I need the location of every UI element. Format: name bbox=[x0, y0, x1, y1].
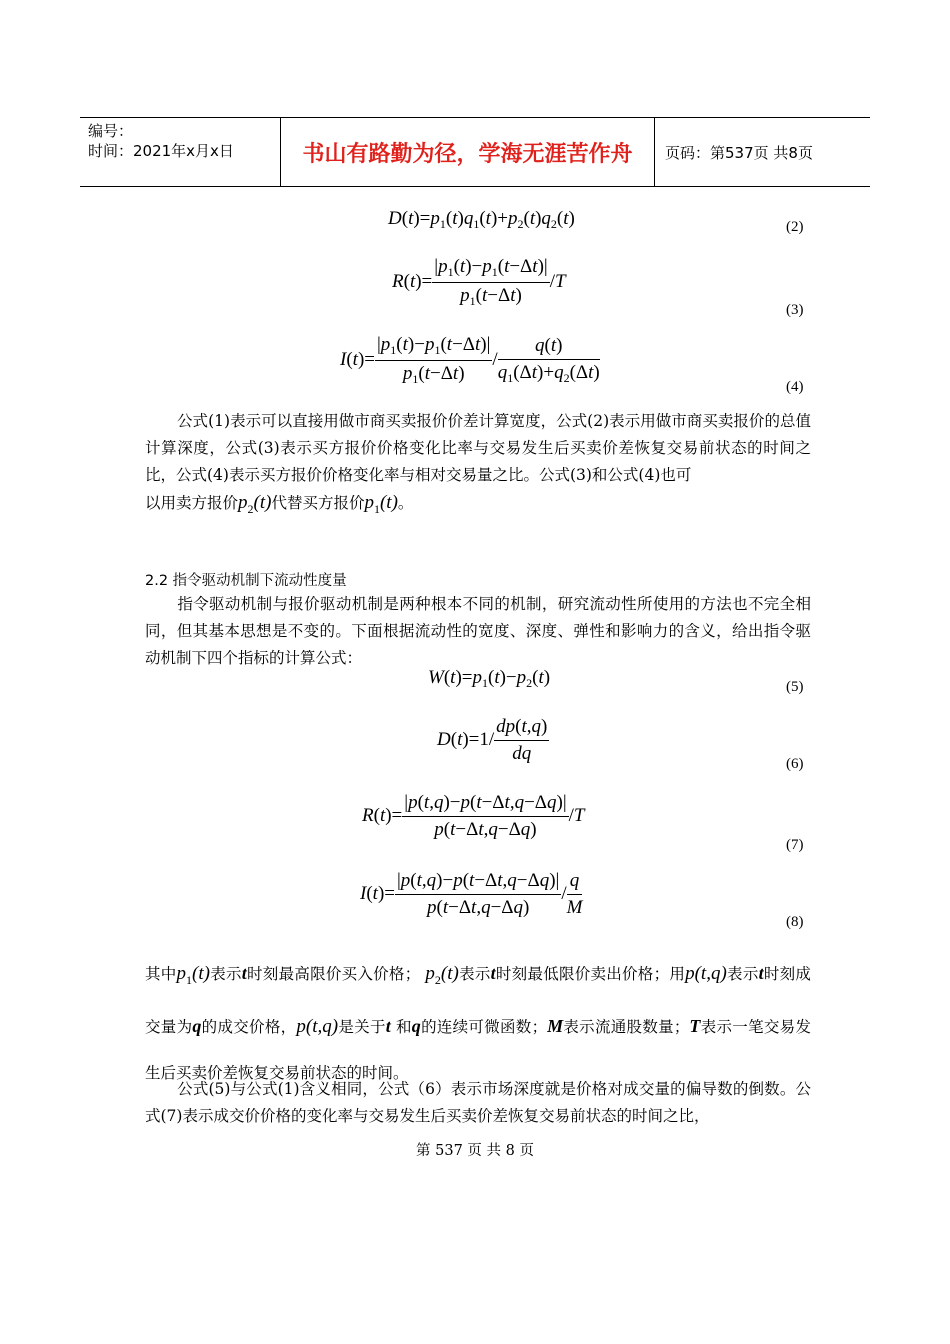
paragraph-2 bbox=[145, 591, 811, 672]
equation-5: $W(t)=p_1(t)-p_2(t)$ bbox=[428, 667, 551, 690]
equation-2: $D(t)=p_1(t)q_1(t)+p_2(t)q_2(t)$ bbox=[388, 208, 575, 231]
p3-j: 和 bbox=[395, 1017, 412, 1036]
equation-6: D(t)=1/ $\frac{dp(t,q)}{dq}$ bbox=[437, 716, 548, 764]
equation-5-number: (5) bbox=[786, 679, 804, 695]
equation-4-number: (4) bbox=[786, 379, 804, 395]
p3-c: 时刻最高限价买入价格； bbox=[246, 965, 421, 983]
paragraph-1-line-b: 代替买方报价 bbox=[271, 494, 365, 512]
header-motto: 书山有路勤为径，学海无涯苦作舟 bbox=[281, 118, 655, 186]
p3-l: 表示流通股数量； bbox=[563, 1017, 690, 1036]
p3-k: 的连续可微函数； bbox=[420, 1017, 548, 1036]
equation-8-number: (8) bbox=[786, 914, 804, 930]
p3-m: 表示一笔交易发生后买卖价差恢复交易前状态的时间。 bbox=[145, 1017, 811, 1082]
p3-g: 时刻成交量为 bbox=[145, 965, 811, 1036]
p3-i: 是关于 bbox=[338, 1017, 386, 1036]
paragraph-2-text: 指令驱动机制与报价驱动机制是两种根本不同的机制，研究流动性所使用的方法也不完全相同，但其基本思想是不变的。下面根据流动性的宽度、深度、弹性和影响力的含义，给出指令驱动机制下四个指标的计算公式： bbox=[145, 595, 811, 667]
equation-6-number: (6) bbox=[786, 756, 804, 772]
header-meta bbox=[80, 118, 281, 186]
p3-f: 表示 bbox=[726, 965, 759, 983]
paragraph-1: 公式(1)表示可以直接用做市商买卖报价价差计算宽度，公式(2)表示用做市商买卖报价的总值计算深度，公式(3)表示买方报价价格变化比率与交易发生后买卖价差恢复交易前状态的时间之比，公式(4)表示买方报价价格变化率与相对交易量之比。公式(3)和公式(4)也可 以用卖方报价$p_2(t)$代替买方报价$p_1(t)$。 bbox=[145, 412, 811, 516]
equation-8: I(t)= $\frac{|p(t,q)-p(t-\Delta t,q-\Delta q)|}{p(t-\Delta t,q-\Delta q)}$ / $\frac{q}{M}$ bbox=[360, 870, 583, 918]
page-footer: 第 537 页 共 8 页 bbox=[416, 1143, 534, 1159]
equation-2-number: (2) bbox=[786, 219, 804, 235]
paragraph-4 bbox=[145, 1076, 811, 1130]
paragraph-1-line-a: 以用卖方报价 bbox=[145, 494, 239, 512]
number-label: 编号： bbox=[88, 122, 134, 140]
equation-3: R(t)= $\frac{|p_1(t)-p_1(t-\Delta t)|}{p_1(t-\Delta t)}$ /T bbox=[392, 256, 566, 308]
equation-4: I(t)= $\frac{|p_1(t)-p_1(t-\Delta t)|}{p_1(t-\Delta t)}$ / $\frac{q(t)}{q_1(\Delta t)+q_2(\Delta t)}$ bbox=[340, 334, 600, 386]
p3-e: 时刻最低限价卖出价格；用 bbox=[495, 965, 686, 983]
p3-b: 表示 bbox=[209, 965, 242, 983]
equation-3-number: (3) bbox=[786, 302, 804, 318]
paragraph-4-text: 公式(5)与公式(1)含义相同，公式（6）表示市场深度就是价格对成交量的偏导数的倒数。公式(7)表示成交价价格的变化率与交易发生后买卖价差恢复交易前状态的时间之比， bbox=[145, 1080, 811, 1125]
paragraph-1-text: 公式(1)表示可以直接用做市商买卖报价价差计算宽度，公式(2)表示用做市商买卖报价的总值计算深度，公式(3)表示买方报价价格变化比率与交易发生后买卖价差恢复交易前状态的时间之比，公式(4)表示买方报价价格变化率与相对交易量之比。公式(3)和公式(4)也可 bbox=[145, 412, 811, 484]
paragraph-1-line-c: 。 bbox=[397, 494, 414, 512]
p3-a: 其中 bbox=[145, 965, 177, 983]
paragraph-3: 其中$p_1(t)$表示t时刻最高限价买入价格； $p_2(t)$表示t时刻最低限价卖出价格；用p(t,q)表示t时刻成交量为q的成交价格，p(t,q)是关于t 和q的连续可微函数；M表示流通股数量；T表示一笔交易发生后买卖价差恢复交易前状态的时间。 bbox=[145, 963, 811, 1082]
header-page-label: 页码：第537页 共8页 bbox=[665, 143, 813, 162]
equation-7-number: (7) bbox=[786, 837, 804, 853]
p3-d: 表示 bbox=[458, 965, 491, 983]
page-header bbox=[80, 117, 870, 187]
p3-h: 的成交价格， bbox=[201, 1017, 297, 1036]
section-title: 2.2 指令驱动机制下流动性度量 bbox=[145, 573, 347, 589]
equation-7: R(t)= $\frac{|p(t,q)-p(t-\Delta t,q-\Delta q)|}{p(t-\Delta t,q-\Delta q)}$ /T bbox=[362, 792, 585, 840]
time-label: 时间：2021年x月x日 bbox=[88, 142, 234, 160]
